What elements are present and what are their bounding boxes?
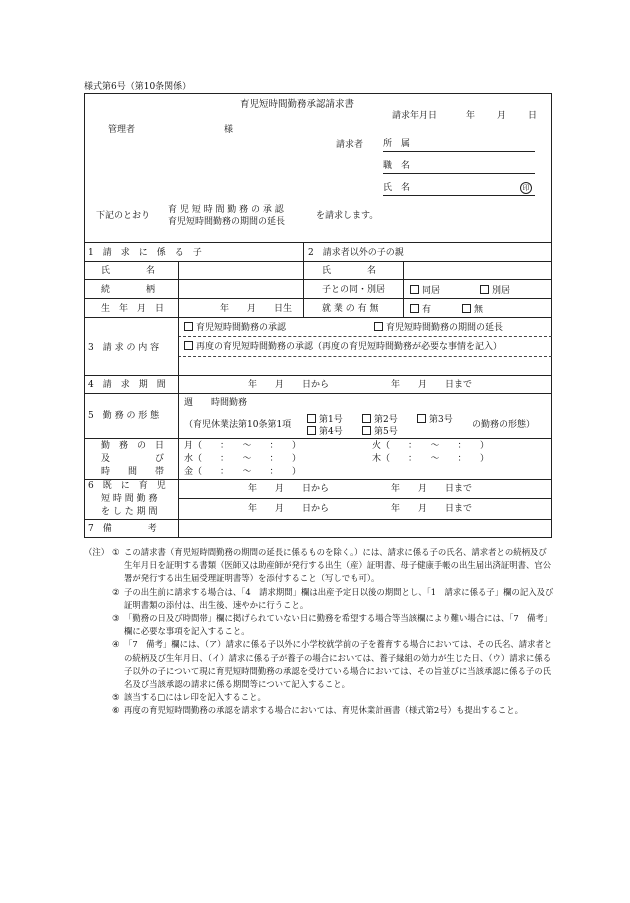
name-label: 氏 名 [383, 183, 411, 193]
notes-lead: （注） [84, 547, 110, 557]
sec6-label-3: を し た 期 間 [101, 507, 158, 517]
sec2-label: 2 請求者以外の子の親 [308, 248, 404, 258]
tuesday-hours[interactable]: 火（ ： ～ ： ） [372, 441, 490, 451]
sec4-label: 4 請 求 期 間 [88, 380, 166, 390]
manager-label: 管理者 [108, 125, 136, 135]
sec1-birth-label: 生 年 月 日 [101, 304, 165, 314]
checkbox[interactable] [362, 426, 371, 435]
sec6-label-1: 6 既 に 育 児 [88, 481, 166, 491]
affiliation-field[interactable] [383, 139, 535, 152]
cohab-together-option[interactable] [410, 285, 440, 297]
note-number: ② [112, 586, 120, 597]
sec4-to-field[interactable]: 年 月 日まで [391, 380, 473, 390]
option-label: 同居 [422, 286, 441, 296]
position-field[interactable] [383, 161, 535, 174]
option-label: 育児短時間勤務の承認 [196, 323, 287, 333]
sec6-from-field-1[interactable]: 年 月 日から [248, 484, 330, 494]
checkbox[interactable] [410, 285, 419, 294]
form-k1-option[interactable] [307, 414, 343, 426]
sec1-name-label: 氏 名 [101, 266, 156, 276]
form-k5-option[interactable] [362, 426, 398, 438]
checkbox[interactable] [184, 322, 193, 331]
note-text: 「7 備考」欄には、（ア）請求に係る子以外に小学校就学前の子を養育する場合においては、その氏名、請求者との続柄及び生年月日、（イ）請求に係る子が養子の場合においては、養子縁組の効力が生じた日、（ウ）請求に係る子以外の子について現に育児短時間勤務の承認を受けている場合においては、その旨並びに当該承認に係る子の氏名及び当該承認の請求に係る期間等について記入すること。 [124, 639, 553, 690]
days-label-3: 時 間 帯 [101, 467, 165, 477]
cohab-separate-option[interactable] [480, 285, 510, 297]
checkbox[interactable] [307, 426, 316, 435]
friday-hours[interactable]: 金（ ： ～ ： ） [184, 467, 302, 477]
sec1-name-field[interactable] [180, 262, 302, 278]
remarks-field[interactable] [180, 521, 550, 537]
checkbox[interactable] [480, 285, 489, 294]
note-text: 再度の育児短時間勤務の承認を請求する場合においては、育児休業計画書（様式第2号）も提出すること。 [124, 705, 523, 716]
days-label-1: 勤 務 の 日 [101, 441, 165, 451]
note-2 [84, 586, 554, 612]
employed-no-option[interactable] [462, 304, 483, 316]
law-reference: （育児休業法第10条第1項 [184, 420, 292, 430]
sec6-label-2: 短 時 間 勤 務 [101, 494, 158, 504]
sec4-from-field[interactable]: 年 月 日から [248, 380, 330, 390]
manager-sama: 様 [224, 125, 234, 135]
note-6 [84, 704, 554, 717]
option-label: 第4号 [319, 427, 343, 437]
sec3-label: 3 請 求 の 内 容 [88, 343, 160, 353]
monday-hours[interactable]: 月（ ： ～ ： ） [184, 441, 302, 451]
sec6-from-field-2[interactable]: 年 月 日から [248, 504, 330, 514]
requester-label: 請求者 [336, 140, 364, 150]
note-number: ⑤ [112, 692, 120, 703]
intro-post: を請求します。 [316, 211, 379, 221]
option-label: 無 [474, 305, 484, 315]
note-5 [84, 691, 554, 704]
reapproval-reason-field[interactable] [180, 358, 550, 373]
date-day: 日 [528, 111, 538, 121]
option-label: 第1号 [319, 415, 343, 425]
intro-option-approval: 育 児 短 時 間 勤 務 の 承 認 [168, 205, 284, 215]
note-text: 「勤務の日及び時間帯」欄に掲げられていない日に勤務を希望する場合等当該欄により難い場合には、「7 備考」欄に必要な事項を記入すること。 [124, 613, 553, 637]
form-k2-option[interactable] [362, 414, 398, 426]
sec1-relation-field[interactable] [180, 281, 302, 297]
note-number: ④ [112, 639, 120, 650]
sec2-name-field[interactable] [405, 262, 550, 278]
seal-text: 印 [520, 182, 532, 194]
days-label-2: 及 び [101, 454, 165, 464]
sec1-relation-label: 続 柄 [101, 285, 156, 295]
option-label: 第5号 [374, 427, 398, 437]
checkbox[interactable] [184, 341, 193, 350]
note-3 [84, 612, 554, 638]
note-text: この請求書（育児短時間勤務の期間の延長に係るものを除く。）には、請求に係る子の氏名、請求者との続柄及び生年月日を証明する書類（医師又は助産師が発行する出生（産）証明書、母子健康手帳の出生届出済証明書、官公署が発行する出生届受理証明書等）を添付すること（写しでも可）。 [124, 547, 552, 584]
seal-mark [520, 182, 532, 194]
employed-yes-option[interactable] [410, 304, 431, 316]
option-label: 第2号 [374, 415, 398, 425]
sec2-name-label: 氏 名 [322, 266, 377, 276]
checkbox[interactable] [307, 414, 316, 423]
sec5-label: 5 勤 務 の 形 態 [88, 411, 160, 421]
sec7-label: 7 備 考 [88, 524, 157, 534]
form-suffix: の勤務の形態） [472, 420, 536, 430]
request-extension-option[interactable] [374, 322, 503, 334]
note-text: 子の出生前に請求する場合は、「4 請求期間」欄は出産予定日以後の期間とし、「1 請求に係る子」欄の記入及び証明書類の添付は、出生後、速やかに行うこと。 [124, 586, 554, 610]
checkbox[interactable] [374, 322, 383, 331]
request-reapproval-option[interactable] [184, 341, 502, 353]
sec1-birth-field[interactable]: 年 月 日生 [220, 304, 293, 314]
note-1 [84, 546, 554, 586]
sec6-to-field-2[interactable]: 年 月 日まで [391, 504, 473, 514]
checkbox[interactable] [462, 304, 471, 313]
sec1-label: 1 請 求 に 係 る 子 [88, 248, 202, 258]
form-id: 様式第6号（第10条関係） [84, 82, 192, 92]
note-number: ① [112, 547, 120, 557]
weekly-hours-field[interactable]: 週 時間勤務 [184, 398, 248, 408]
wednesday-hours[interactable]: 水（ ： ～ ： ） [184, 454, 302, 464]
date-year: 年 [466, 111, 476, 121]
checkbox[interactable] [410, 304, 419, 313]
intro-option-extension: 育児短時間勤務の期間の延長 [168, 217, 286, 227]
sec2-cohab-label: 子との同・別居 [322, 285, 386, 295]
request-date-label: 請求年月日 [392, 111, 438, 121]
option-label: 再度の育児短時間勤務の承認（再度の育児短時間勤務が必要な事情を記入） [196, 342, 503, 352]
position-label: 職 名 [383, 161, 411, 171]
sec6-to-field-1[interactable]: 年 月 日まで [391, 484, 473, 494]
note-number: ③ [112, 613, 120, 624]
option-label: 別居 [492, 286, 511, 296]
thursday-hours[interactable]: 木（ ： ～ ： ） [372, 454, 490, 464]
form-k4-option[interactable] [307, 426, 343, 438]
option-label: 育児短時間勤務の期間の延長 [386, 323, 504, 333]
note-4 [84, 638, 554, 691]
form-title: 育児短時間勤務承認請求書 [240, 99, 355, 110]
intro-pre: 下記のとおり [96, 211, 151, 221]
affiliation-label: 所 属 [383, 139, 411, 149]
checkbox[interactable] [362, 414, 371, 423]
option-label: 有 [422, 305, 432, 315]
sec2-employed-label: 就 業 の 有 無 [322, 304, 379, 314]
note-text: 該当する□にはレ印を記入すること。 [124, 692, 266, 703]
option-label: 第3号 [429, 415, 453, 425]
date-month: 月 [497, 111, 507, 121]
request-approval-option[interactable] [184, 322, 286, 334]
note-number: ⑥ [112, 705, 120, 716]
name-field[interactable] [383, 183, 535, 196]
notes [84, 546, 554, 718]
checkbox[interactable] [417, 414, 426, 423]
form-k3-option[interactable] [417, 414, 453, 426]
